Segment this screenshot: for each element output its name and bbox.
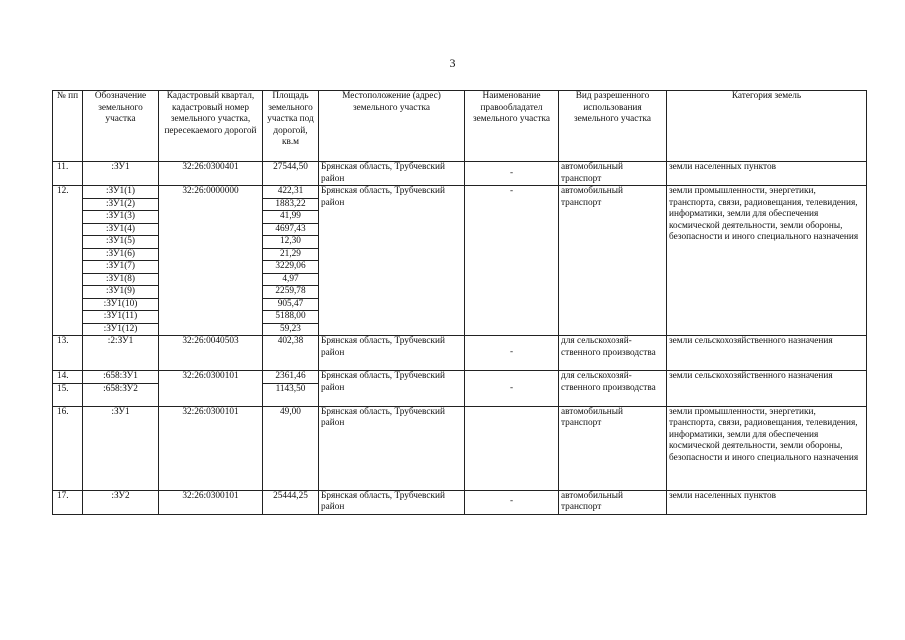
cadastral-number: 32:26:0300101 — [159, 490, 263, 514]
plot-location: Брянская область, Трубчевский район — [319, 406, 465, 490]
row-number: 14. — [53, 371, 83, 384]
plot-area: 402,38 — [263, 336, 319, 371]
cadastral-number: 32:26:0040503 — [159, 336, 263, 371]
row-number: 13. — [53, 336, 83, 371]
plot-area: 2361,46 — [263, 371, 319, 384]
header-use: Вид разрешенного использования земельного участка — [559, 91, 667, 162]
plot-area: 1143,50 — [263, 383, 319, 406]
cadastral-number: 32:26:0000000 — [159, 186, 263, 336]
plot-owner: - — [465, 186, 559, 336]
plot-area: 25444,25 — [263, 490, 319, 514]
plot-area: 21,29 — [263, 248, 319, 261]
permitted-use: автомобильный транспорт — [559, 186, 667, 336]
header-category: Категория земель — [667, 91, 867, 162]
plot-designation: :ЗУ1 — [83, 406, 159, 490]
plot-designation: :ЗУ1(12) — [83, 323, 159, 336]
header-owner: Наименование правообладател земельного участка — [465, 91, 559, 162]
plot-area: 1883,22 — [263, 198, 319, 211]
plot-owner: - — [465, 162, 559, 186]
land-category: земли населенных пунктов — [667, 162, 867, 186]
row-number: 17. — [53, 490, 83, 514]
plot-designation: :658:ЗУ2 — [83, 383, 159, 406]
plot-designation: :ЗУ1(7) — [83, 261, 159, 274]
land-category: земли населенных пунктов — [667, 490, 867, 514]
plot-designation: :ЗУ1(3) — [83, 211, 159, 224]
plot-designation: :658:ЗУ1 — [83, 371, 159, 384]
plot-designation: :ЗУ1(1) — [83, 186, 159, 199]
land-category: земли сельскохозяйственного назначения — [667, 336, 867, 371]
cadastral-number: 32:26:0300101 — [159, 371, 263, 407]
plot-designation: :ЗУ1(4) — [83, 223, 159, 236]
header-num: № пп — [53, 91, 83, 162]
permitted-use: для сельскохозяй-ственного производства — [559, 336, 667, 371]
plot-designation: :ЗУ1(8) — [83, 273, 159, 286]
table-header-row — [53, 91, 867, 162]
plot-designation: :ЗУ1 — [83, 162, 159, 186]
header-location: Местоположение (адрес) земельного участка — [319, 91, 465, 162]
cadastral-number: 32:26:0300401 — [159, 162, 263, 186]
plot-designation: :ЗУ1(2) — [83, 198, 159, 211]
page-number: 3 — [449, 56, 456, 70]
plot-designation: :ЗУ1(6) — [83, 248, 159, 261]
plot-location: Брянская область, Трубчевский район — [319, 371, 465, 407]
plot-owner: - — [465, 490, 559, 514]
permitted-use: автомобильный транспорт — [559, 490, 667, 514]
table-row — [53, 406, 867, 490]
row-number: 12. — [53, 186, 83, 336]
plot-designation: :ЗУ1(10) — [83, 298, 159, 311]
plot-designation: :ЗУ1(11) — [83, 311, 159, 324]
row-number: 16. — [53, 406, 83, 490]
plot-location: Брянская область, Трубчевский район — [319, 162, 465, 186]
land-category: земли промышленности, энергетики, транспорта, связи, радиовещания, телевидения, информатики, земли для обеспечения космической деятельности, земли обороны, безопасности и иного специального назначения — [667, 406, 867, 490]
plot-designation: :ЗУ1(5) — [83, 236, 159, 249]
table-row — [53, 336, 867, 371]
table-row — [53, 162, 867, 186]
plot-area: 12,30 — [263, 236, 319, 249]
plot-location: Брянская область, Трубчевский район — [319, 336, 465, 371]
plot-designation: :ЗУ2 — [83, 490, 159, 514]
plot-area: 4,97 — [263, 273, 319, 286]
cadastral-number: 32:26:0300101 — [159, 406, 263, 490]
plot-area: 4697,43 — [263, 223, 319, 236]
land-plots-table — [52, 90, 867, 515]
plot-area: 3229,06 — [263, 261, 319, 274]
permitted-use: автомобильный транспорт — [559, 406, 667, 490]
plot-designation: :2:ЗУ1 — [83, 336, 159, 371]
plot-owner — [465, 406, 559, 490]
row-number: 15. — [53, 383, 83, 406]
plot-owner: - — [465, 336, 559, 371]
permitted-use: для сельскохозяй-ственного производства — [559, 371, 667, 407]
plot-location: Брянская область, Трубчевский район — [319, 490, 465, 514]
plot-area: 2259,78 — [263, 286, 319, 299]
table-row — [53, 371, 867, 384]
land-category: земли промышленности, энергетики, транспорта, связи, радиовещания, телевидения, информатики, земли для обеспечения космической деятельности, земли обороны, безопасности и иного специального назначения — [667, 186, 867, 336]
plot-area: 41,99 — [263, 211, 319, 224]
plot-area: 5188,00 — [263, 311, 319, 324]
plot-area: 905,47 — [263, 298, 319, 311]
plot-area: 59,23 — [263, 323, 319, 336]
plot-area: 27544,50 — [263, 162, 319, 186]
header-designation: Обозначение земельного участка — [83, 91, 159, 162]
land-category: земли сельскохозяйственного назначения — [667, 371, 867, 407]
header-area: Площадь земельного участка под дорогой, кв.м — [263, 91, 319, 162]
table-row — [53, 490, 867, 514]
header-cadastral: Кадастровый квартал, кадастровый номер земельного участка, пересекаемого дорогой — [159, 91, 263, 162]
plot-owner: - — [465, 371, 559, 407]
row-number: 11. — [53, 162, 83, 186]
plot-area: 422,31 — [263, 186, 319, 199]
permitted-use: автомобильный транспорт — [559, 162, 667, 186]
plot-area: 49,00 — [263, 406, 319, 490]
plot-designation: :ЗУ1(9) — [83, 286, 159, 299]
table-row — [53, 186, 867, 199]
plot-location: Брянская область, Трубчевский район — [319, 186, 465, 336]
